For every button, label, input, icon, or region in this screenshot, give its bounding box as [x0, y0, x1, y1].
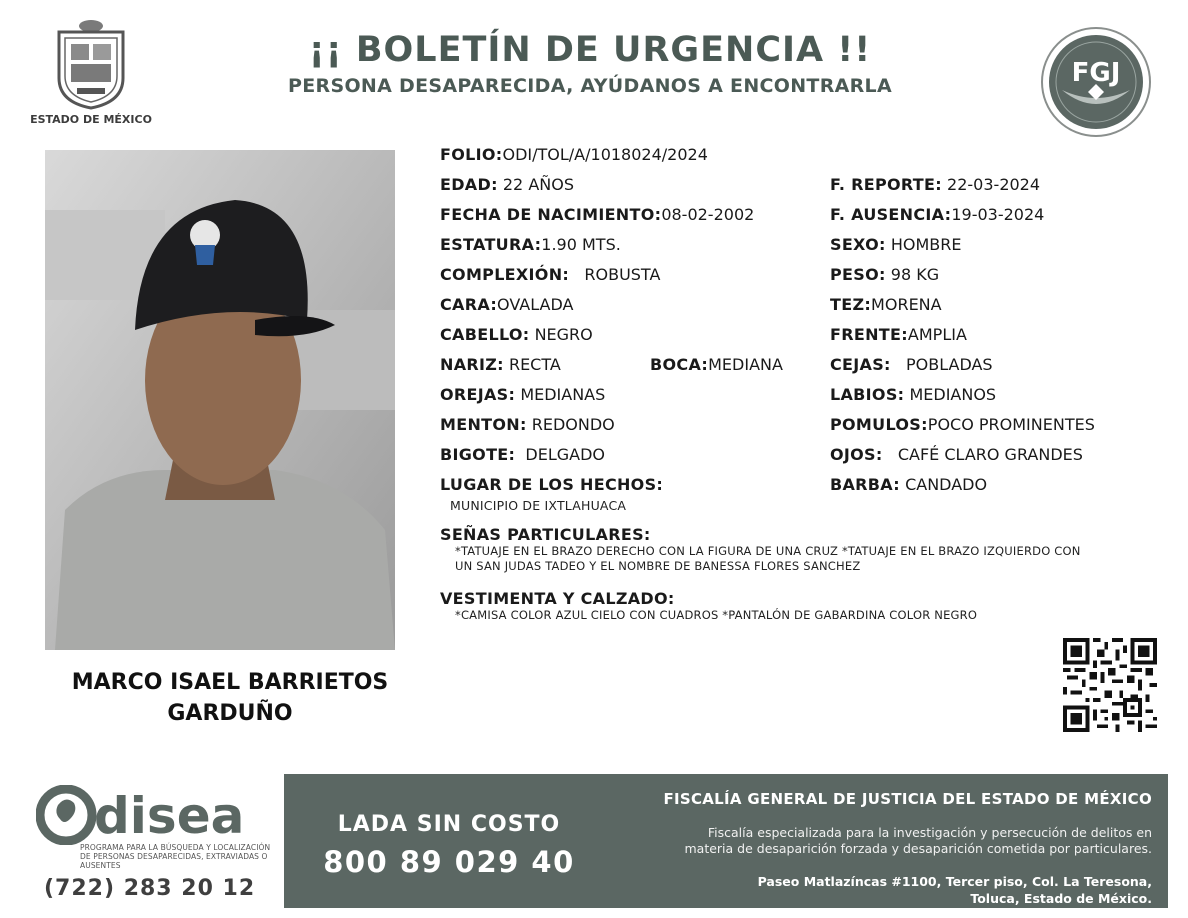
person-name: [30, 667, 430, 729]
fiscalia-address: [600, 873, 1152, 907]
field-frente: [830, 325, 967, 344]
field-label: PESO:: [830, 265, 886, 284]
person-portrait-icon: [45, 150, 395, 650]
field-cejas: [830, 355, 993, 374]
field-orejas: [440, 385, 605, 404]
field-label: FRENTE:: [830, 325, 908, 344]
field-label: BARBA:: [830, 475, 900, 494]
field-fecha-nacimiento: [440, 205, 754, 224]
bulletin-title: ¡¡ BOLETÍN DE URGENCIA !!: [308, 30, 872, 70]
field-label: LUGAR DE LOS HECHOS:: [440, 475, 664, 494]
field-label: F. REPORTE:: [830, 175, 942, 194]
field-value: AMPLIA: [907, 325, 967, 344]
fiscalia-description: [600, 825, 1152, 857]
field-value: 08-02-2002: [661, 205, 755, 224]
field-value: CAFÉ CLARO GRANDES: [897, 445, 1083, 464]
field-ojos: [830, 445, 1083, 464]
field-value: MEDIANOS: [909, 385, 997, 404]
address-line1: Paseo Matlazíncas #1100, Tercer piso, Col. La Teresona,: [757, 874, 1152, 889]
field-value: OVALADA: [497, 295, 574, 314]
field-value: DELGADO: [525, 445, 606, 464]
odisea-line1: PROGRAMA PARA LA BÚSQUEDA Y LOCALIZACIÓN: [80, 843, 271, 852]
field-value: MORENA: [871, 295, 942, 314]
field-value: 22-03-2024: [947, 175, 1041, 194]
field-label: BIGOTE:: [440, 445, 516, 464]
senas-label-text: SEÑAS PARTICULARES:: [440, 525, 651, 544]
field-menton: [440, 415, 615, 434]
field-nariz: [440, 355, 561, 374]
fiscalia-desc-line2: materia de desaparición forzada y desaparición cometida por particulares.: [684, 841, 1152, 856]
field-value: ODI/TOL/A/1018024/2024: [502, 145, 708, 164]
field-complexion: [440, 265, 660, 284]
field-f-ausencia: [830, 205, 1044, 224]
field-tez: [830, 295, 942, 314]
fiscalia-desc-line1: Fiscalía especializada para la investigación y persecución de delitos en: [707, 825, 1152, 840]
field-value: 1.90 MTS.: [541, 235, 621, 254]
field-value: POCO PROMINENTES: [927, 415, 1095, 434]
field-label: SEXO:: [830, 235, 886, 254]
field-value: 98 KG: [890, 265, 940, 284]
field-label: CABELLO:: [440, 325, 530, 344]
field-peso: [830, 265, 939, 284]
field-value: RECTA: [508, 355, 561, 374]
field-cabello: [440, 325, 593, 344]
field-label: FECHA DE NACIMIENTO:: [440, 205, 662, 224]
field-value: 19-03-2024: [951, 205, 1045, 224]
odisea-program-text: [80, 843, 280, 870]
field-value: ROBUSTA: [584, 265, 661, 284]
field-label: CARA:: [440, 295, 498, 314]
fgj-logo: [1040, 26, 1152, 138]
odisea-brand-text: disea: [94, 787, 245, 845]
field-label: OREJAS:: [440, 385, 516, 404]
field-label: F. AUSENCIA:: [830, 205, 952, 224]
address-line2: Toluca, Estado de México.: [970, 891, 1152, 906]
field-estatura: [440, 235, 621, 254]
field-value: REDONDO: [531, 415, 615, 434]
field-pomulos: [830, 415, 1095, 434]
odisea-phone[interactable]: (722) 283 20 12: [44, 876, 256, 901]
field-value: POBLADAS: [906, 355, 993, 374]
field-lugar-label: [440, 475, 663, 494]
field-value: CANDADO: [905, 475, 988, 494]
fgj-seal-icon: [1040, 26, 1152, 138]
person-name-line2: GARDUÑO: [167, 701, 293, 726]
fgj-logo-text: FGJ: [1071, 58, 1121, 88]
field-label: MENTON:: [440, 415, 527, 434]
qr-code[interactable]: [1063, 638, 1157, 732]
odisea-line2: DE PERSONAS DESAPARECIDAS, EXTRAVIADAS O: [80, 852, 268, 861]
lada-label: LADA SIN COSTO: [337, 812, 561, 837]
state-label: ESTADO DE MÉXICO: [30, 113, 152, 126]
field-label: OJOS:: [830, 445, 883, 464]
senas-label: [440, 525, 651, 544]
coat-of-arms-icon: [51, 18, 131, 110]
field-sexo: [830, 235, 961, 254]
odisea-pin-icon: [36, 785, 276, 845]
field-boca: [650, 355, 783, 374]
field-label: ESTATURA:: [440, 235, 542, 254]
person-name-line1: MARCO ISAEL BARRIETOS: [71, 670, 389, 695]
field-label: LABIOS:: [830, 385, 905, 404]
lada-phone[interactable]: 800 89 029 40: [323, 845, 575, 879]
vestimenta-label-text: VESTIMENTA Y CALZADO:: [440, 589, 675, 608]
field-label: COMPLEXIÓN:: [440, 265, 570, 284]
field-label: FOLIO:: [440, 145, 503, 164]
field-value: HOMBRE: [890, 235, 962, 254]
field-folio: [440, 145, 708, 164]
field-cara: [440, 295, 573, 314]
odisea-line3: AUSENTES: [80, 861, 121, 870]
vestimenta-label: [440, 589, 675, 608]
field-labios: [830, 385, 996, 404]
field-label: TEZ:: [830, 295, 872, 314]
fiscalia-name: FISCALÍA GENERAL DE JUSTICIA DEL ESTADO DE MÉXICO: [663, 790, 1152, 808]
missing-person-photo: [45, 150, 395, 650]
field-edad: [440, 175, 574, 194]
field-label: POMULOS:: [830, 415, 928, 434]
field-label: BOCA:: [650, 355, 709, 374]
field-value: MEDIANA: [708, 355, 783, 374]
qr-code-icon: [1063, 638, 1157, 732]
field-barba: [830, 475, 987, 494]
vestimenta-value: *CAMISA COLOR AZUL CIELO CON CUADROS *PANTALÓN DE GABARDINA COLOR NEGRO: [455, 608, 978, 622]
field-value: 22 AÑOS: [502, 175, 574, 194]
field-label: EDAD:: [440, 175, 498, 194]
bulletin-subtitle: PERSONA DESAPARECIDA, AYÚDANOS A ENCONTRARLA: [288, 75, 892, 97]
field-f-reporte: [830, 175, 1040, 194]
senas-line2: UN SAN JUDAS TADEO Y EL NOMBRE DE BANESSA FLORES SANCHEZ: [455, 559, 861, 573]
field-bigote: [440, 445, 605, 464]
senas-line1: *TATUAJE EN EL BRAZO DERECHO CON LA FIGURA DE UNA CRUZ *TATUAJE EN EL BRAZO IZQUIERDO CON: [455, 544, 1081, 558]
field-label: NARIZ:: [440, 355, 504, 374]
field-value: NEGRO: [534, 325, 593, 344]
field-label: CEJAS:: [830, 355, 891, 374]
field-lugar-value: MUNICIPIO DE IXTLAHUACA: [450, 498, 627, 513]
field-value: MEDIANAS: [520, 385, 606, 404]
